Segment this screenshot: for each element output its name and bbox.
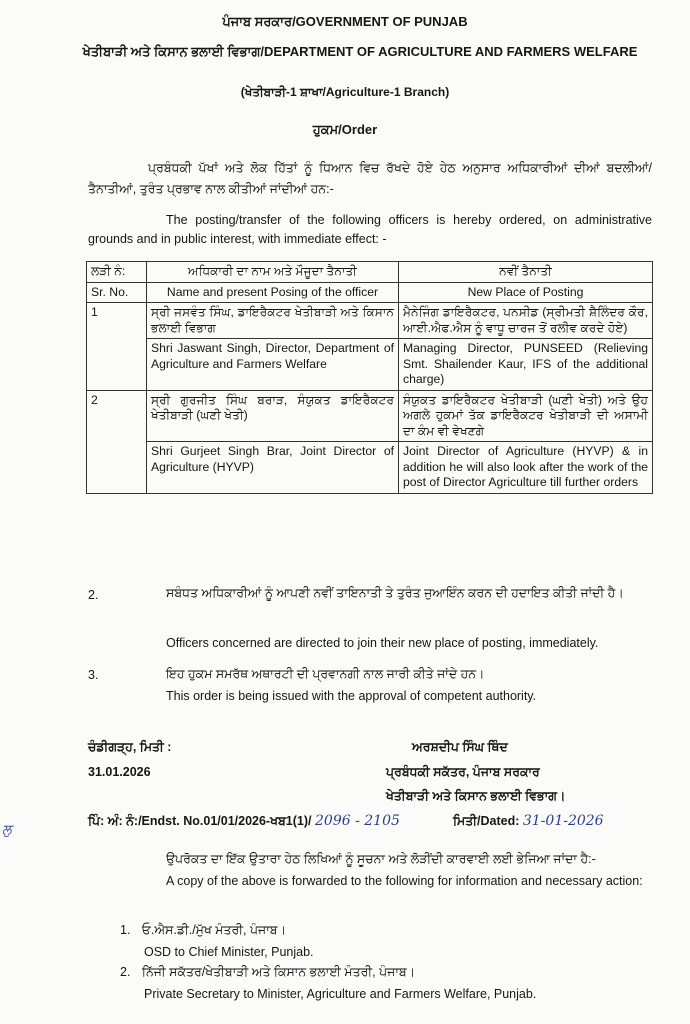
header-cell: Name and present Posing of the officer <box>147 282 399 303</box>
para3-punjabi: ਇਹ ਹੁਕਮ ਸਮਰੱਥ ਅਥਾਰਟੀ ਦੀ ਪ੍ਰਵਾਨਗੀ ਨਾਲ ਜਾਰੀ ਕੀਤੇ ਜਾਂਦੇ ਹਨ। <box>166 667 485 681</box>
list-item-english: Private Secretary to Minister, Agriculture and Farmers Welfare, Punjab. <box>144 987 537 1001</box>
sr-cell: 1 <box>87 303 147 391</box>
order-date: 31.01.2026 <box>88 765 151 779</box>
header-cell: New Place of Posting <box>399 282 653 303</box>
list-item <box>120 920 640 959</box>
signatory-department: ਖੇਤੀਬਾੜੀ ਅਤੇ ਕਿਸਾਨ ਭਲਾਈ ਵਿਭਾਗ। <box>386 789 566 803</box>
header-branch: (ਖੇਤੀਬਾੜੀ-1 ਸ਼ਾਖਾ/Agriculture-1 Branch) <box>240 85 450 99</box>
posting-table <box>86 261 653 494</box>
list-item-punjabi: ਨਿੱਜੀ ਸਕੱਤਰ/ਖੇਤੀਬਾੜੀ ਅਤੇ ਕਿਸਾਨ ਭਲਾਈ ਮੰਤਰੀ, ਪੰਜਾਬ। <box>141 965 416 979</box>
para3-number: 3. <box>88 668 99 682</box>
sr-cell: 2 <box>87 390 147 493</box>
list-item-number: 1. <box>120 923 131 937</box>
endorsement-number-handwritten: 2096 - 2105 <box>315 813 400 829</box>
para2-number: 2. <box>88 588 99 602</box>
margin-initials: ਲੁ <box>2 822 12 838</box>
para2-punjabi: ਸਬੰਧਤ ਅਧਿਕਾਰੀਆਂ ਨੂੰ ਆਪਣੀ ਨਵੀਂ ਤਾਇਨਾਤੀ ਤੇ ਤੁਰੰਤ ਜੁਆਇੰਨ ਕਰਨ ਦੀ ਹਦਾਇਤ ਕੀਤੀ ਜਾਂਦੀ ਹੈ। <box>166 586 624 600</box>
officer-name-english: Shri Jaswant Singh, Director, Department of Agriculture and Farmers Welfare <box>147 339 399 391</box>
list-item-punjabi: ਓ.ਐਸ.ਡੀ./ਮੁੱਖ ਮੰਤਰੀ, ਪੰਜਾਬ। <box>141 923 287 937</box>
table-row <box>87 390 653 442</box>
endorsement-line <box>88 811 400 832</box>
officer-name-punjabi: ਸ੍ਰੀ ਗੁਰਜੀਤ ਸਿੰਘ ਬਰਾੜ, ਸੰਯੁਕਤ ਡਾਇਰੈਕਟਰ ਖੇਤੀਬਾੜੀ (ਘਣੀ ਖੇਤੀ) <box>147 390 399 442</box>
table-row <box>87 442 653 494</box>
list-item-number: 2. <box>120 965 131 979</box>
forward-punjabi: ਉਪਰੋਕਤ ਦਾ ਇੱਕ ਉਤਾਰਾ ਹੇਠ ਲਿਖਿਆਂ ਨੂੰ ਸੂਚਨਾ ਅਤੇ ਲੋੜੀਂਦੀ ਕਾਰਵਾਈ ਲਈ ਭੇਜਿਆ ਜਾਂਦਾ ਹੈ:- <box>166 852 596 866</box>
endorsement-number-label: ਪਿੰ: ਅੰ: ਨੰ:/Endst. No.01/01/2026-ਖਬ1(1)/ <box>88 814 312 828</box>
list-item <box>120 962 640 1001</box>
place-label: ਚੰਡੀਗੜ੍ਹ, ਮਿਤੀ : <box>88 740 172 754</box>
new-posting-english: Managing Director, PUNSEED (Relieving Smt. Shailender Kaur, IFS of the additional charge) <box>399 339 653 391</box>
header-cell: ਲੜੀ ਨੰ: <box>87 262 147 283</box>
intro-punjabi: ਪ੍ਰਬੰਧਕੀ ਪੱਖਾਂ ਅਤੇ ਲੋਕ ਹਿੱਤਾਂ ਨੂੰ ਧਿਆਨ ਵਿਚ ਰੱਖਦੇ ਹੋਏ ਹੇਠ ਅਨੁਸਾਰ ਅਧਿਕਾਰੀਆਂ ਦੀਆਂ ਬਦਲੀਆਂ/ਤੈਨਾਤੀਆਂ, ਤੁਰੰਤ ਪ੍ਰਭਾਵ ਨਾਲ ਕੀਤੀਆਂ ਜਾਂਦੀਆਂ ਹਨ:- <box>88 161 652 196</box>
header-cell: ਅਧਿਕਾਰੀ ਦਾ ਨਾਮ ਅਤੇ ਮੌਜੂਦਾ ਤੈਨਾਤੀ <box>147 262 399 283</box>
header-government: ਪੰਜਾਬ ਸਰਕਾਰ/GOVERNMENT OF PUNJAB <box>222 14 468 29</box>
para3-english: This order is being issued with the approval of competent authority. <box>166 689 537 703</box>
list-item-english: OSD to Chief Minister, Punjab. <box>144 945 314 959</box>
para2-english: Officers concerned are directed to join their new place of posting, immediately. <box>166 636 599 650</box>
table-header-row-english <box>87 282 653 303</box>
new-posting-punjabi: ਸੰਯੁਕਤ ਡਾਇਰੈਕਟਰ ਖੇਤੀਬਾੜੀ (ਘਣੀ ਖੇਤੀ) ਅਤੇ ਉਹ ਅਗਲੇ ਹੁਕਮਾਂ ਤੱਕ ਡਾਇਰੈਕਟਰ ਖੇਤੀਬਾੜੀ ਦੀ ਅਸਾਮੀ ਦਾ ਕੰਮ ਵੀ ਵੇਖਣਗੇ <box>399 390 653 442</box>
header-cell: Sr. No. <box>87 282 147 303</box>
officer-name-punjabi: ਸ੍ਰੀ ਜਸਵੰਤ ਸਿੰਘ, ਡਾਇਰੈਕਟਰ ਖੇਤੀਬਾੜੀ ਅਤੇ ਕਿਸਾਨ ਭਲਾਈ ਵਿਭਾਗ <box>147 303 399 339</box>
endorsement-date-handwritten: 31-01-2026 <box>522 813 604 829</box>
header-cell: ਨਵੀਂ ਤੈਨਾਤੀ <box>399 262 653 283</box>
signatory-name: ਅਰਸ਼ਦੀਪ ਸਿੰਘ ਥਿੰਦ <box>412 740 508 754</box>
intro-english: The posting/transfer of the following officers is hereby ordered, on administrative grounds and in public interest, with immediate effect: - <box>88 213 652 246</box>
forward-english: A copy of the above is forwarded to the following for information and necessary action: <box>166 874 643 888</box>
header-department: ਖੇਤੀਬਾੜੀ ਅਤੇ ਕਿਸਾਨ ਭਲਾਈ ਵਿਭਾਗ/DEPARTMENT OF AGRICULTURE AND FARMERS WELFARE <box>82 44 638 59</box>
endorsement-date <box>453 811 604 832</box>
table-row <box>87 303 653 339</box>
officer-name-english: Shri Gurjeet Singh Brar, Joint Director of Agriculture (HYVP) <box>147 442 399 494</box>
new-posting-english: Joint Director of Agriculture (HYVP) & in addition he will also look after the work of the post of Director Agriculture till further orders <box>399 442 653 494</box>
table-header-row-punjabi <box>87 262 653 283</box>
endorsement-date-label: ਮਿਤੀ/Dated: <box>453 814 520 828</box>
new-posting-punjabi: ਮੈਨੇਜਿੰਗ ਡਾਇਰੈਕਟਰ, ਪਨਸੀਡ (ਸ੍ਰੀਮਤੀ ਸ਼ੈਲਿੰਦਰ ਕੌਰ, ਆਈ.ਐਫ.ਐਸ ਨੂੰ ਵਾਧੂ ਚਾਰਜ ਤੋਂ ਰਲੀਵ ਕਰਦੇ ਹੋਏ) <box>399 303 653 339</box>
order-title: ਹੁਕਮ/Order <box>312 122 378 137</box>
table-row <box>87 339 653 391</box>
signatory-designation: ਪ੍ਰਬੰਧਕੀ ਸਕੱਤਰ, ਪੰਜਾਬ ਸਰਕਾਰ <box>386 765 540 779</box>
